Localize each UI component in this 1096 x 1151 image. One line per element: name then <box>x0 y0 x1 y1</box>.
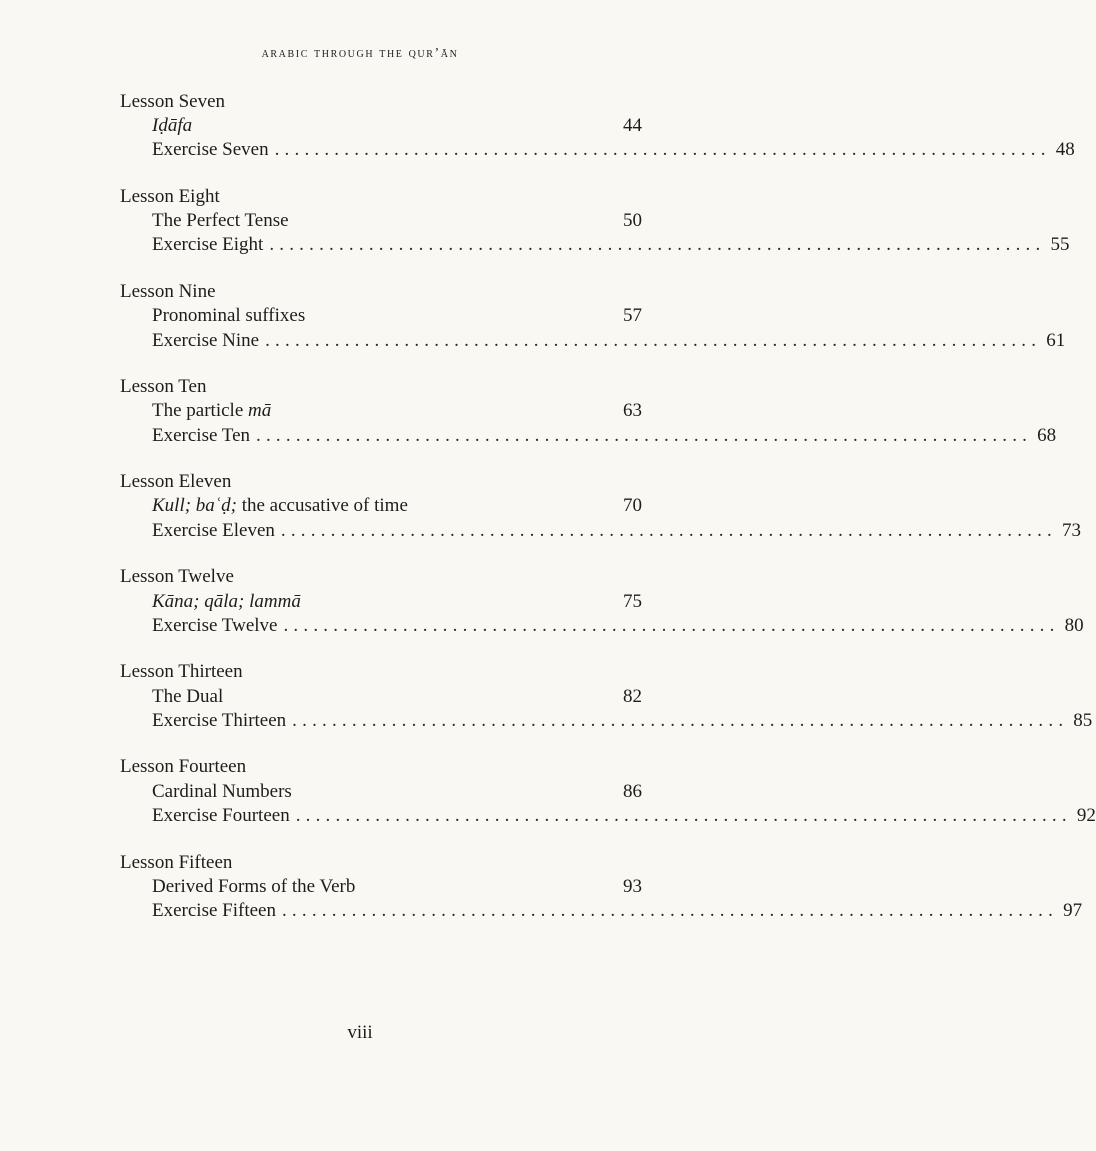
table-of-contents <box>120 90 1096 946</box>
dot-leader: .............................................................................. <box>256 424 1033 446</box>
page-folio: viii <box>347 1022 373 1043</box>
topic-label-part: The particle <box>152 400 249 422</box>
exercise-label: Exercise Seven <box>152 139 269 161</box>
page-number: 85 <box>1073 709 1093 731</box>
topic-entry[interactable] <box>120 685 642 709</box>
topic-entry[interactable] <box>120 494 642 518</box>
dot-leader: .............................................................................. <box>292 709 1069 731</box>
lesson-title: Lesson Twelve <box>120 566 234 588</box>
exercise-label: Exercise Eight <box>152 234 264 256</box>
toc-lesson-ten <box>120 375 1057 448</box>
topic-entry[interactable] <box>120 780 642 804</box>
exercise-label: Exercise Ten <box>152 424 251 446</box>
page-number: 63 <box>623 400 642 422</box>
page-number: 82 <box>623 685 642 707</box>
page-number: 61 <box>1046 329 1066 351</box>
toc-lesson-seven <box>120 90 1075 163</box>
exercise-label: Exercise Fourteen <box>152 804 290 826</box>
page-number: 86 <box>623 780 642 802</box>
page-number: 92 <box>1076 804 1096 826</box>
dot-leader: .............................................................................. <box>269 234 1046 256</box>
topic-label: The Dual <box>152 685 224 707</box>
toc-lesson-thirteen <box>120 660 1093 733</box>
lesson-title: Lesson Fifteen <box>120 851 233 873</box>
page-number: 73 <box>1062 519 1082 541</box>
exercise-entry[interactable] <box>120 233 1070 257</box>
page-number: 75 <box>623 590 642 612</box>
topic-label: Cardinal Numbers <box>152 780 292 802</box>
topic-label <box>152 494 408 518</box>
toc-lesson-eleven <box>120 470 1082 543</box>
lesson-title: Lesson Seven <box>120 91 226 112</box>
page-number: 97 <box>1063 899 1083 921</box>
page-number: 55 <box>1050 234 1070 256</box>
topic-label: Derived Forms of the Verb <box>152 875 356 897</box>
exercise-entry[interactable] <box>120 804 1096 828</box>
page-number: 57 <box>623 305 642 327</box>
dot-leader: .............................................................................. <box>283 614 1060 636</box>
topic-label: Iḍāfa <box>152 115 193 137</box>
dot-leader: .............................................................................. <box>295 804 1072 826</box>
exercise-entry[interactable] <box>120 614 1084 638</box>
topic-label: Pronominal suffixes <box>152 305 306 327</box>
topic-entry[interactable] <box>120 875 642 899</box>
toc-lesson-nine <box>120 280 1066 353</box>
lesson-title: Lesson Nine <box>120 281 216 303</box>
exercise-label: Exercise Thirteen <box>152 709 287 731</box>
page-number: 48 <box>1055 139 1075 161</box>
exercise-label: Exercise Nine <box>152 329 260 351</box>
topic-label: The Perfect Tense <box>152 210 289 232</box>
running-head: arabic through the qur’ān <box>261 46 459 61</box>
lesson-title: Lesson Thirteen <box>120 661 243 683</box>
lesson-title: Lesson Eleven <box>120 471 232 493</box>
toc-lesson-twelve <box>120 565 1084 638</box>
topic-entry[interactable] <box>120 304 642 328</box>
topic-label <box>152 399 271 423</box>
topic-label: Kāna; qāla; lammā <box>152 590 301 612</box>
dot-leader: .............................................................................. <box>274 139 1051 161</box>
topic-entry[interactable] <box>120 209 642 233</box>
page-number: 44 <box>623 115 642 137</box>
topic-entry[interactable] <box>120 590 642 614</box>
exercise-label: Exercise Eleven <box>152 519 275 541</box>
exercise-entry[interactable] <box>120 329 1066 353</box>
page-number: 93 <box>623 875 642 897</box>
exercise-entry[interactable] <box>120 138 1075 162</box>
lesson-title: Lesson Eight <box>120 186 220 208</box>
toc-lesson-eight <box>120 185 1070 258</box>
page-number: 80 <box>1064 614 1084 636</box>
dot-leader: .............................................................................. <box>265 329 1042 351</box>
exercise-entry[interactable] <box>120 709 1093 733</box>
exercise-label: Exercise Fifteen <box>152 899 276 921</box>
topic-label-part: the accusative of time <box>236 495 408 517</box>
lesson-title: Lesson Ten <box>120 376 207 398</box>
page-number: 50 <box>623 210 642 232</box>
topic-label-italic-part: Kull; baʿḍ; <box>152 495 237 517</box>
page-number: 68 <box>1037 424 1057 446</box>
dot-leader: .............................................................................. <box>281 899 1059 921</box>
toc-lesson-fifteen <box>120 851 1083 924</box>
toc-lesson-fourteen <box>120 755 1096 828</box>
exercise-entry[interactable] <box>120 424 1057 448</box>
exercise-entry[interactable] <box>120 519 1082 543</box>
exercise-label: Exercise Twelve <box>152 614 278 636</box>
dot-leader: .............................................................................. <box>280 519 1058 541</box>
exercise-entry[interactable] <box>120 899 1083 923</box>
topic-entry[interactable] <box>120 399 642 423</box>
lesson-title: Lesson Fourteen <box>120 756 247 778</box>
page-number: 70 <box>623 495 642 517</box>
topic-label-italic-part: mā <box>248 400 272 422</box>
topic-entry[interactable] <box>120 114 642 138</box>
